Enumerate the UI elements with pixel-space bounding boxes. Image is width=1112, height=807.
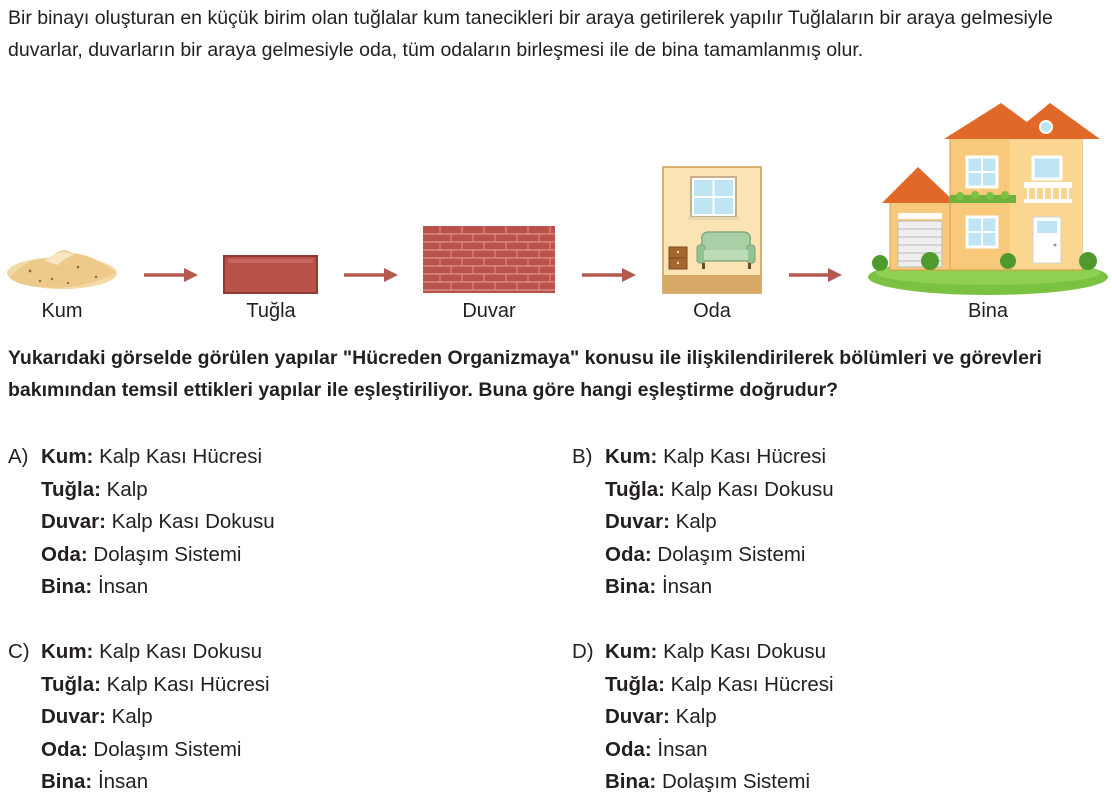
caption-bina: Bina <box>967 300 1009 322</box>
room-icon <box>663 167 761 293</box>
caption-duvar: Duvar <box>462 300 516 322</box>
option-line: Tuğla: Kalp Kası Dokusu <box>605 477 834 501</box>
brick-wall-icon <box>423 226 555 293</box>
sand-pile-icon <box>7 250 117 289</box>
option-line: Duvar: Kalp <box>41 705 153 728</box>
option-line: Kum: Kalp Kası Hücresi <box>41 445 263 468</box>
option-line: Kum: Kalp Kası Dokusu <box>41 640 263 663</box>
option-letter: C) <box>8 640 30 663</box>
diagram-illustrations <box>0 95 1112 335</box>
option-line: Oda: Dolaşım Sistemi <box>41 542 242 566</box>
brick-icon <box>224 256 317 293</box>
option-line: Tuğla: Kalp Kası Hücresi <box>41 672 270 696</box>
option-line: Duvar: Kalp <box>605 510 717 533</box>
house-icon <box>868 103 1108 295</box>
option-line: Bina: Dolaşım Sistemi <box>605 770 811 793</box>
option-letter: D) <box>572 640 594 663</box>
option-line: Bina: İnsan <box>41 770 149 793</box>
option-line: Bina: İnsan <box>605 575 713 598</box>
arrow-right-icon <box>582 268 636 282</box>
option-line: Tuğla: Kalp <box>41 477 148 501</box>
option-letter: B) <box>572 445 593 468</box>
option-line: Kum: Kalp Kası Hücresi <box>605 445 827 468</box>
arrow-right-icon <box>344 268 398 282</box>
caption-oda: Oda <box>693 300 731 322</box>
option-line: Kum: Kalp Kası Dokusu <box>605 640 827 663</box>
caption-kum: Kum <box>41 300 83 322</box>
option-line: Tuğla: Kalp Kası Hücresi <box>605 672 834 696</box>
option-line: Bina: İnsan <box>41 575 149 598</box>
option-line: Oda: İnsan <box>605 737 708 761</box>
option-line: Oda: Dolaşım Sistemi <box>605 542 806 566</box>
arrow-right-icon <box>144 268 198 282</box>
arrow-right-icon <box>789 268 842 282</box>
option-letter: A) <box>8 445 29 468</box>
option-line: Duvar: Kalp <box>605 705 717 728</box>
intro-text: Bir binayı oluşturan en küçük birim olan tuğlalar kum tanecikleri bir araya getirilerek yapılır Tuğlaların bir araya gelmesiyle duvarlar, duvarların bir araya gelmesiyle oda, tüm odaların birleşmesi ile de bina tamamlanmış olur. <box>8 7 1053 61</box>
option-line: Duvar: Kalp Kası Dokusu <box>41 510 275 533</box>
option-line: Oda: Dolaşım Sistemi <box>41 737 242 761</box>
question-text: Yukarıdaki görselde görülen yapılar "Hücreden Organizmaya" konusu ile ilişkilendirilerek bölümleri ve görevleri bakımından temsil ettikleri yapılar ile eşleştiriliyor. Buna göre hangi eşleştirme doğrudur? <box>8 347 1042 401</box>
analogy-diagram <box>0 95 1112 335</box>
caption-tugla: Tuğla <box>246 300 296 322</box>
